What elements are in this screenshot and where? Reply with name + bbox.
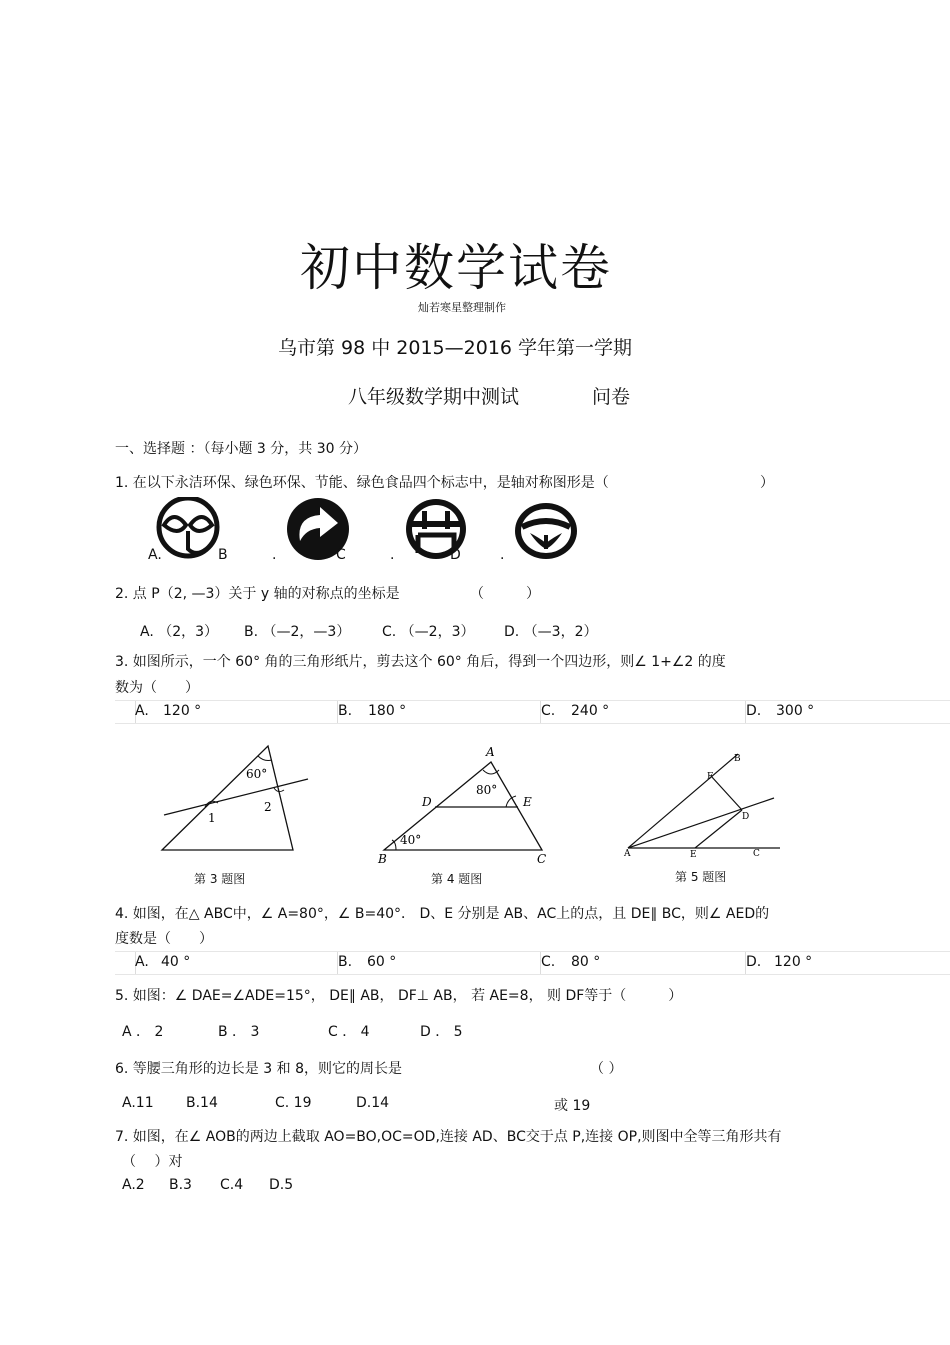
fig5-label-e: E	[690, 850, 697, 860]
fig3-caption: 第 3 题图	[194, 872, 246, 886]
q4-option-d-value: 120 °	[774, 954, 813, 970]
q3-option-c-letter: C.	[541, 703, 556, 719]
logo-a-icon	[159, 498, 217, 556]
q6-option-a: A.11	[122, 1095, 154, 1111]
q1-dot-1: .	[272, 547, 277, 563]
q2-option-d: D. （—3，2）	[504, 624, 598, 640]
figure-3	[162, 746, 308, 850]
q5-option-b: B ． 3	[218, 1024, 260, 1040]
fig5-caption: 第 5 题图	[675, 870, 727, 884]
q5-option-c: C ． 4	[328, 1024, 370, 1040]
figures-row	[150, 740, 800, 870]
fig5-label-f: F	[707, 772, 714, 782]
fig5-label-b: B	[734, 754, 741, 764]
fig5-label-a: A	[624, 849, 631, 859]
q6-paren: （ ）	[590, 1061, 623, 1077]
q6-option-b: B.14	[186, 1095, 218, 1111]
q6-option-c: C. 19	[275, 1095, 312, 1111]
q4-option-d-letter: D.	[746, 954, 762, 970]
fig4-angle-b: 40°	[400, 833, 422, 847]
fig3-angle-label: 60°	[246, 767, 268, 781]
q7-option-c: C.4	[220, 1177, 244, 1193]
q4-options-row	[115, 951, 950, 975]
q2-paren: （ ）	[470, 586, 540, 602]
q1-text: 1. 在以下永洁环保、绿色环保、节能、绿色食品四个标志中，是轴对称图形是（	[115, 475, 609, 491]
fig4-caption: 第 4 题图	[431, 872, 483, 886]
q2-option-c: C. （—2，3）	[382, 624, 475, 640]
q4-option-b-value: 60 °	[367, 954, 397, 970]
q2-text: 2. 点 P（2, —3）关于 y 轴的对称点的坐标是	[115, 586, 400, 602]
q7-line1: 7. 如图，在∠ AOB的两边上截取 AO=BO,OC=OD,连接 AD、BC交于点 P,连接 OP,则图中全等三角形共有	[115, 1129, 782, 1145]
logo-d-icon	[515, 503, 577, 559]
q6-option-d: D.14	[356, 1095, 390, 1111]
q4-option-c-value: 80 °	[571, 954, 601, 970]
q7-option-b: B.3	[169, 1177, 192, 1193]
exam-line: 八年级数学期中测试	[348, 386, 520, 408]
q1-dot-3: .	[500, 547, 505, 563]
q3-option-d-letter: D.	[746, 703, 762, 719]
q4-option-a-value: 40 °	[161, 954, 191, 970]
school-line: 乌市第 98 中 2015—2016 学年第一学期	[278, 337, 633, 359]
q3-option-b-letter: B.	[338, 703, 353, 719]
q6-text: 6. 等腰三角形的边长是 3 和 8，则它的周长是	[115, 1061, 402, 1077]
q7-option-a: A.2	[122, 1177, 145, 1193]
fig4-label-d: D	[422, 795, 432, 809]
q1-label-b: B	[218, 547, 228, 563]
fig4-label-b: B	[378, 852, 387, 866]
q3-options-row	[115, 700, 950, 724]
q4-line2: 度数是（ ）	[115, 931, 213, 947]
exam-suffix: 问卷	[592, 386, 631, 408]
q3-option-a-letter: A.	[135, 703, 149, 719]
q3-option-b-value: 180 °	[368, 703, 407, 719]
q4-line1: 4. 如图，在△ ABC中，∠ A=80°，∠ B=40°． D、E 分别是 AB、AC上的点，且 DE∥ BC，则∠ AED的	[115, 906, 770, 922]
q2-option-a: A. （2，3）	[140, 624, 219, 640]
q7-option-d: D.5	[269, 1177, 294, 1193]
figure-5	[623, 754, 780, 860]
q5-text: 5. 如图：∠ DAE=∠ADE=15°， DE∥ AB， DF⊥ AB， 若 AE=8， 则 DF等于（ ）	[115, 988, 683, 1004]
page-subtitle: 灿若寒星整理制作	[418, 301, 506, 314]
fig4-label-c: C	[537, 852, 547, 866]
q3-option-d-value: 300 °	[776, 703, 815, 719]
fig3-label-2: 2	[264, 800, 272, 814]
q2-option-b: B. （—2，—3）	[244, 624, 351, 640]
fig4-label-a: A	[486, 745, 495, 759]
q1-label-a: A.	[148, 547, 162, 563]
fig5-label-d: D	[742, 812, 750, 822]
q3-line2: 数为（ ）	[115, 680, 199, 696]
q1-label-d: D	[450, 547, 461, 563]
fig4-label-e: E	[523, 795, 532, 809]
q5-option-d: D ． 5	[420, 1024, 463, 1040]
q3-line1: 3. 如图所示，一个 60° 角的三角形纸片，剪去这个 60° 角后，得到一个四边形，则∠ 1+∠2 的度	[115, 654, 726, 670]
q4-option-a-letter: A.	[135, 954, 149, 970]
fig5-label-c: C	[753, 849, 760, 859]
q1-close: ）	[760, 475, 774, 491]
fig4-angle-a: 80°	[476, 783, 498, 797]
figure-4	[377, 745, 546, 866]
q6-option-d-cont: 或 19	[554, 1098, 591, 1114]
q7-line2: （ ）对	[122, 1154, 183, 1170]
page-title: 初中数学试卷	[300, 239, 612, 297]
q5-option-a: A ． 2	[122, 1024, 164, 1040]
q1-dot-2: .	[390, 547, 395, 563]
q1-label-c: C	[336, 547, 346, 563]
section-heading: 一、选择题 ：（每小题 3 分，共 30 分）	[115, 441, 367, 457]
q3-option-c-value: 240 °	[571, 703, 610, 719]
q4-option-c-letter: C.	[541, 954, 556, 970]
q3-option-a-value: 120 °	[163, 703, 202, 719]
q4-option-b-letter: B.	[338, 954, 353, 970]
fig3-label-1: 1	[208, 811, 216, 825]
